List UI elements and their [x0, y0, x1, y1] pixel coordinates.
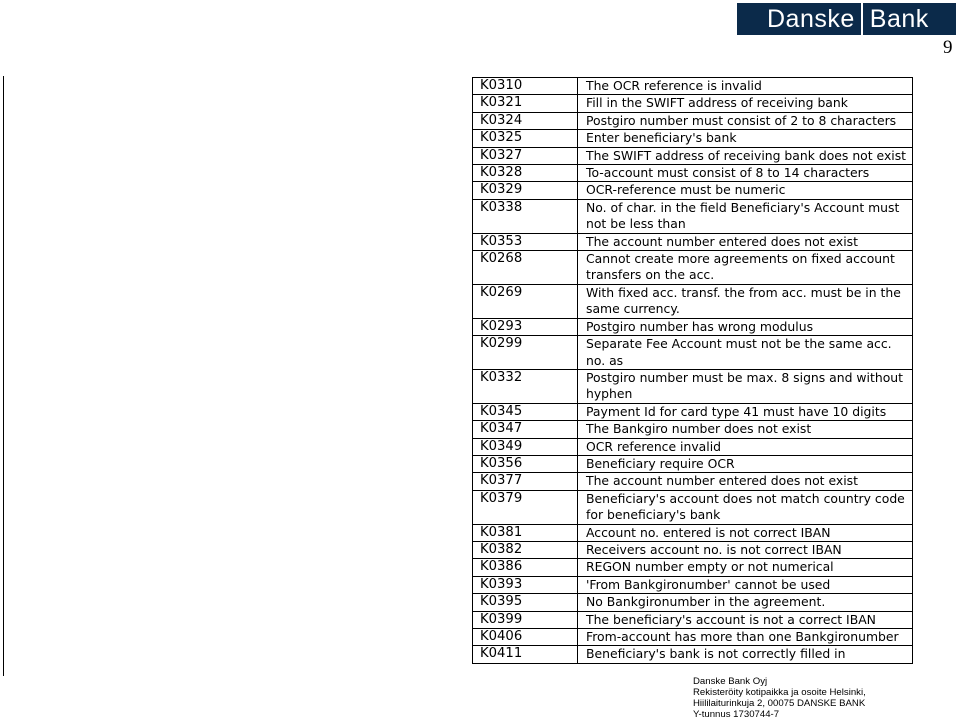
- error-message: No. of char. in the field Beneficiary's Account must not be less than: [578, 199, 913, 233]
- footer-registered-office: Rekisteröity kotipaikka ja osoite Helsinki,: [693, 687, 866, 698]
- error-code: K0395: [473, 594, 578, 611]
- error-message: No Bankgironumber in the agreement.: [578, 594, 913, 611]
- table-row: [473, 182, 913, 199]
- table-row: [473, 594, 913, 611]
- table-row: [473, 95, 913, 112]
- error-code: K0325: [473, 130, 578, 147]
- error-code: K0269: [473, 284, 578, 318]
- company-footer: [693, 676, 959, 720]
- error-message: Separate Fee Account must not be the same acc. no. as: [578, 336, 913, 370]
- error-message: The OCR reference is invalid: [578, 78, 913, 95]
- error-code: K0293: [473, 318, 578, 335]
- error-message: Receivers account no. is not correct IBAN: [578, 541, 913, 558]
- error-message: With fixed acc. transf. the from acc. must be in the same currency.: [578, 284, 913, 318]
- error-message: REGON number empty or not numerical: [578, 559, 913, 576]
- logo-word-bank: Bank: [869, 4, 929, 33]
- error-code: K0347: [473, 421, 578, 438]
- table-row: [473, 318, 913, 335]
- table-row: [473, 199, 913, 233]
- error-message: To-account must consist of 8 to 14 characters: [578, 165, 913, 182]
- danske-bank-logo: [737, 3, 956, 35]
- error-code: K0310: [473, 78, 578, 95]
- table-row: [473, 369, 913, 403]
- error-code-table-body: [473, 78, 913, 664]
- table-row: [473, 524, 913, 541]
- table-row: [473, 147, 913, 164]
- footer-address: Hiililaiturinkuja 2, 00075 DANSKE BANK: [693, 698, 866, 709]
- error-code: K0338: [473, 199, 578, 233]
- error-code: K0268: [473, 251, 578, 285]
- error-code: K0381: [473, 524, 578, 541]
- table-row: [473, 473, 913, 490]
- error-message: Postgiro number must be max. 8 signs and without hyphen: [578, 369, 913, 403]
- error-code-table: [472, 77, 913, 664]
- table-row: [473, 559, 913, 576]
- error-code: K0328: [473, 165, 578, 182]
- table-row: [473, 112, 913, 129]
- error-code: K0345: [473, 403, 578, 420]
- left-margin-rule: [3, 76, 4, 676]
- error-message: OCR reference invalid: [578, 438, 913, 455]
- error-message: OCR-reference must be numeric: [578, 182, 913, 199]
- error-code: K0332: [473, 369, 578, 403]
- error-message: Beneficiary's account does not match country code for beneficiary's bank: [578, 490, 913, 524]
- error-message: The SWIFT address of receiving bank does not exist: [578, 147, 913, 164]
- error-message: The account number entered does not exist: [578, 233, 913, 250]
- logo-divider: [861, 3, 863, 35]
- error-code: K0379: [473, 490, 578, 524]
- table-row: [473, 78, 913, 95]
- error-code: K0382: [473, 541, 578, 558]
- error-code: K0399: [473, 611, 578, 628]
- error-message: The Bankgiro number does not exist: [578, 421, 913, 438]
- error-message: Postgiro number has wrong modulus: [578, 318, 913, 335]
- error-code: K0411: [473, 646, 578, 663]
- error-message: Beneficiary's bank is not correctly filled in: [578, 646, 913, 663]
- table-row: [473, 130, 913, 147]
- error-code: K0321: [473, 95, 578, 112]
- table-row: [473, 629, 913, 646]
- table-row: [473, 403, 913, 420]
- table-row: [473, 455, 913, 472]
- error-code: K0349: [473, 438, 578, 455]
- table-row: [473, 284, 913, 318]
- table-row: [473, 165, 913, 182]
- error-message: Fill in the SWIFT address of receiving bank: [578, 95, 913, 112]
- footer-business-id: Y-tunnus 1730744-7: [693, 709, 780, 720]
- page-number: 9: [943, 37, 953, 58]
- error-message: 'From Bankgironumber' cannot be used: [578, 576, 913, 593]
- table-row: [473, 490, 913, 524]
- error-message: From-account has more than one Bankgironumber: [578, 629, 913, 646]
- error-code: K0356: [473, 455, 578, 472]
- error-message: Beneficiary require OCR: [578, 455, 913, 472]
- table-row: [473, 438, 913, 455]
- error-message: Postgiro number must consist of 2 to 8 characters: [578, 112, 913, 129]
- logo-word-danske: Danske: [767, 4, 855, 33]
- error-message: Cannot create more agreements on fixed account transfers on the acc.: [578, 251, 913, 285]
- error-message: Account no. entered is not correct IBAN: [578, 524, 913, 541]
- error-message: Enter beneficiary's bank: [578, 130, 913, 147]
- footer-company-name: Danske Bank Oyj: [693, 676, 768, 687]
- error-code: K0324: [473, 112, 578, 129]
- error-code: K0299: [473, 336, 578, 370]
- table-row: [473, 646, 913, 663]
- error-code: K0393: [473, 576, 578, 593]
- table-row: [473, 233, 913, 250]
- error-code: K0406: [473, 629, 578, 646]
- error-code: K0386: [473, 559, 578, 576]
- table-row: [473, 611, 913, 628]
- error-message: Payment Id for card type 41 must have 10 digits: [578, 403, 913, 420]
- error-code: K0353: [473, 233, 578, 250]
- table-row: [473, 421, 913, 438]
- error-code: K0329: [473, 182, 578, 199]
- table-row: [473, 251, 913, 285]
- table-row: [473, 336, 913, 370]
- error-code: K0327: [473, 147, 578, 164]
- error-code: K0377: [473, 473, 578, 490]
- error-message: The account number entered does not exist: [578, 473, 913, 490]
- error-message: The beneficiary's account is not a correct IBAN: [578, 611, 913, 628]
- table-row: [473, 576, 913, 593]
- table-row: [473, 541, 913, 558]
